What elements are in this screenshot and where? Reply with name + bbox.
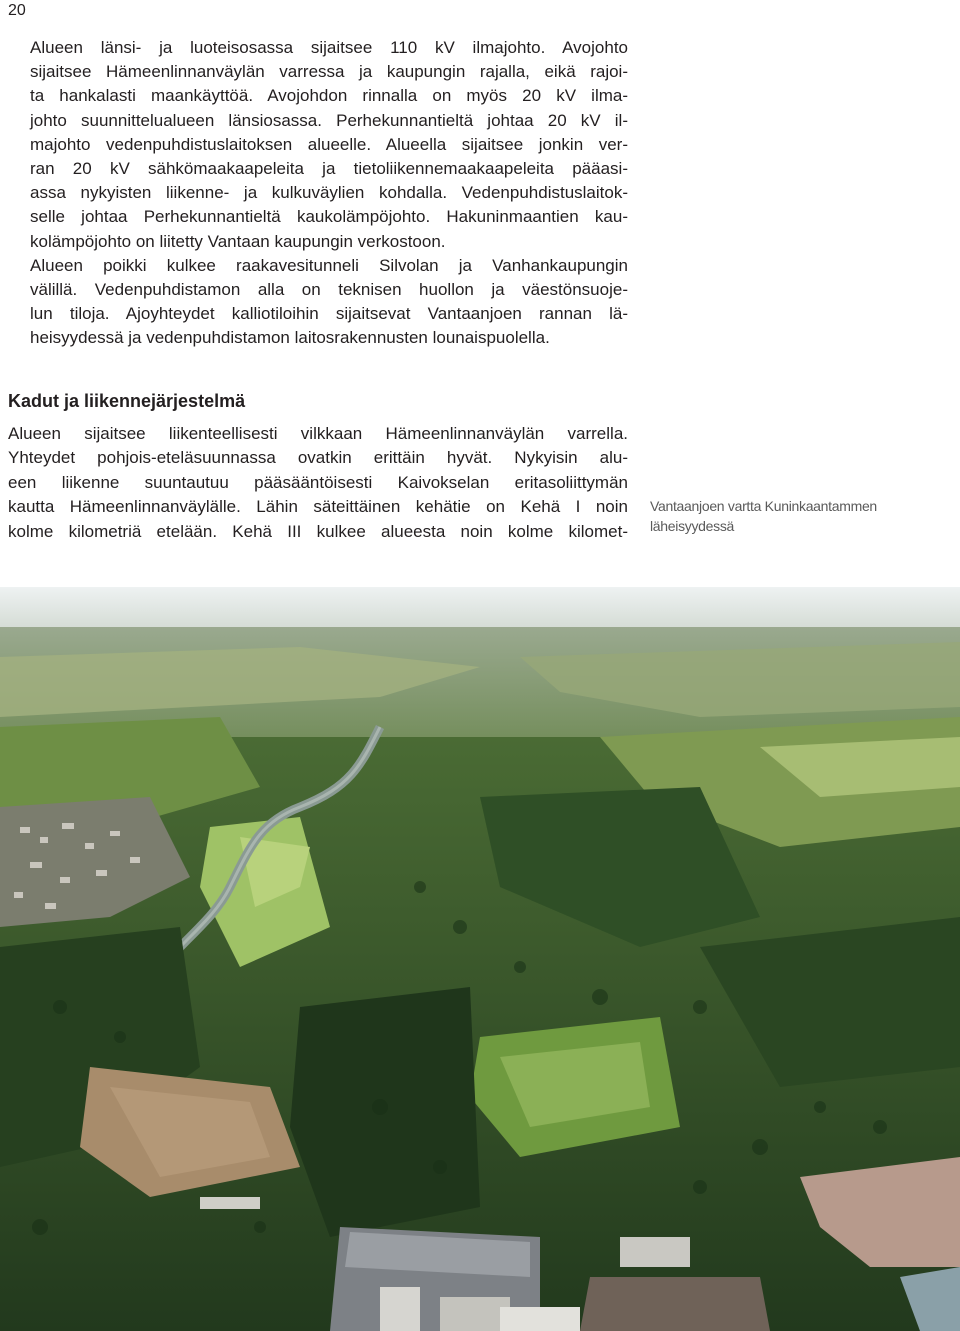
photo-caption bbox=[650, 496, 910, 536]
intro-line: selle johtaa Perhekunnantieltä kaukolämpöjohto. Hakuninmaantien kau- bbox=[30, 207, 628, 227]
caption-line: Vantaanjoen vartta Kuninkaantammen bbox=[650, 498, 877, 514]
intro-line: johto suunnittelualueen länsiosassa. Perhekunnantieltä johtaa 20 kV il- bbox=[30, 110, 628, 130]
caption-line: läheisyydessä bbox=[650, 518, 735, 534]
intro-line: Alueen poikki kulkee raakavesitunneli Silvolan ja Vanhankaupungin bbox=[30, 255, 628, 275]
section-heading: Kadut ja liikennejärjestelmä bbox=[8, 391, 246, 411]
intro-paragraphs bbox=[30, 36, 628, 351]
section-line: een liikenne suuntautuu pääsääntöisesti Kaivokselan eritasoliittymän bbox=[8, 472, 628, 492]
intro-line: sijaitsee Hämeenlinnanväylän varressa ja kaupungin rajalla, eikä rajoi- bbox=[30, 62, 628, 82]
intro-line: ta hankalasti maankäyttöä. Avojohdon rinnalla on myös 20 kV ilma- bbox=[30, 86, 628, 106]
section-line: Alueen sijaitsee liikenteellisesti vilkkaan Hämeenlinnanväylän varrella. bbox=[8, 424, 628, 443]
aerial-photo-illustration bbox=[0, 587, 960, 1331]
section-line: kautta Hämeenlinnanväylälle. Lähin säteittäinen kehätie on Kehä I noin bbox=[8, 497, 628, 517]
intro-line: välillä. Vedenpuhdistamon alla on teknisen huollon ja väestönsuoje- bbox=[30, 280, 628, 300]
section-body bbox=[8, 422, 628, 544]
intro-line: assa nykyisten liikenne- ja kulkuväylien kohdalla. Vedenpuhdistuslaitok- bbox=[30, 183, 628, 203]
section-line: Yhteydet pohjois-eteläsuunnassa ovatkin erittäin hyvät. Nykyisin alu- bbox=[8, 448, 628, 468]
intro-line: kolämpöjohto on liitetty Vantaan kaupungin verkostoon. bbox=[30, 231, 446, 251]
section-line: kolme kilometriä etelään. Kehä III kulkee alueesta noin kolme kilomet- bbox=[8, 521, 628, 541]
page-number: 20 bbox=[8, 2, 26, 19]
intro-line: heisyydessä ja vedenpuhdistamon laitosrakennusten lounaispuolella. bbox=[30, 328, 550, 348]
intro-line: majohto vedenpuhdistuslaitoksen alueelle. Alueella sijaitsee jonkin ver- bbox=[30, 134, 628, 154]
intro-line: lun tiloja. Ajoyhteydet kalliotiloihin sijaitsevat Vantaanjoen rannan lä- bbox=[30, 304, 628, 324]
intro-line: Alueen länsi- ja luoteisosassa sijaitsee 110 kV ilmajohto. Avojohto bbox=[30, 38, 628, 57]
intro-line: ran 20 kV sähkömaakaapeleita ja tietoliikennemaakaapeleita pääasi- bbox=[30, 159, 628, 179]
aerial-photo bbox=[0, 587, 960, 1331]
